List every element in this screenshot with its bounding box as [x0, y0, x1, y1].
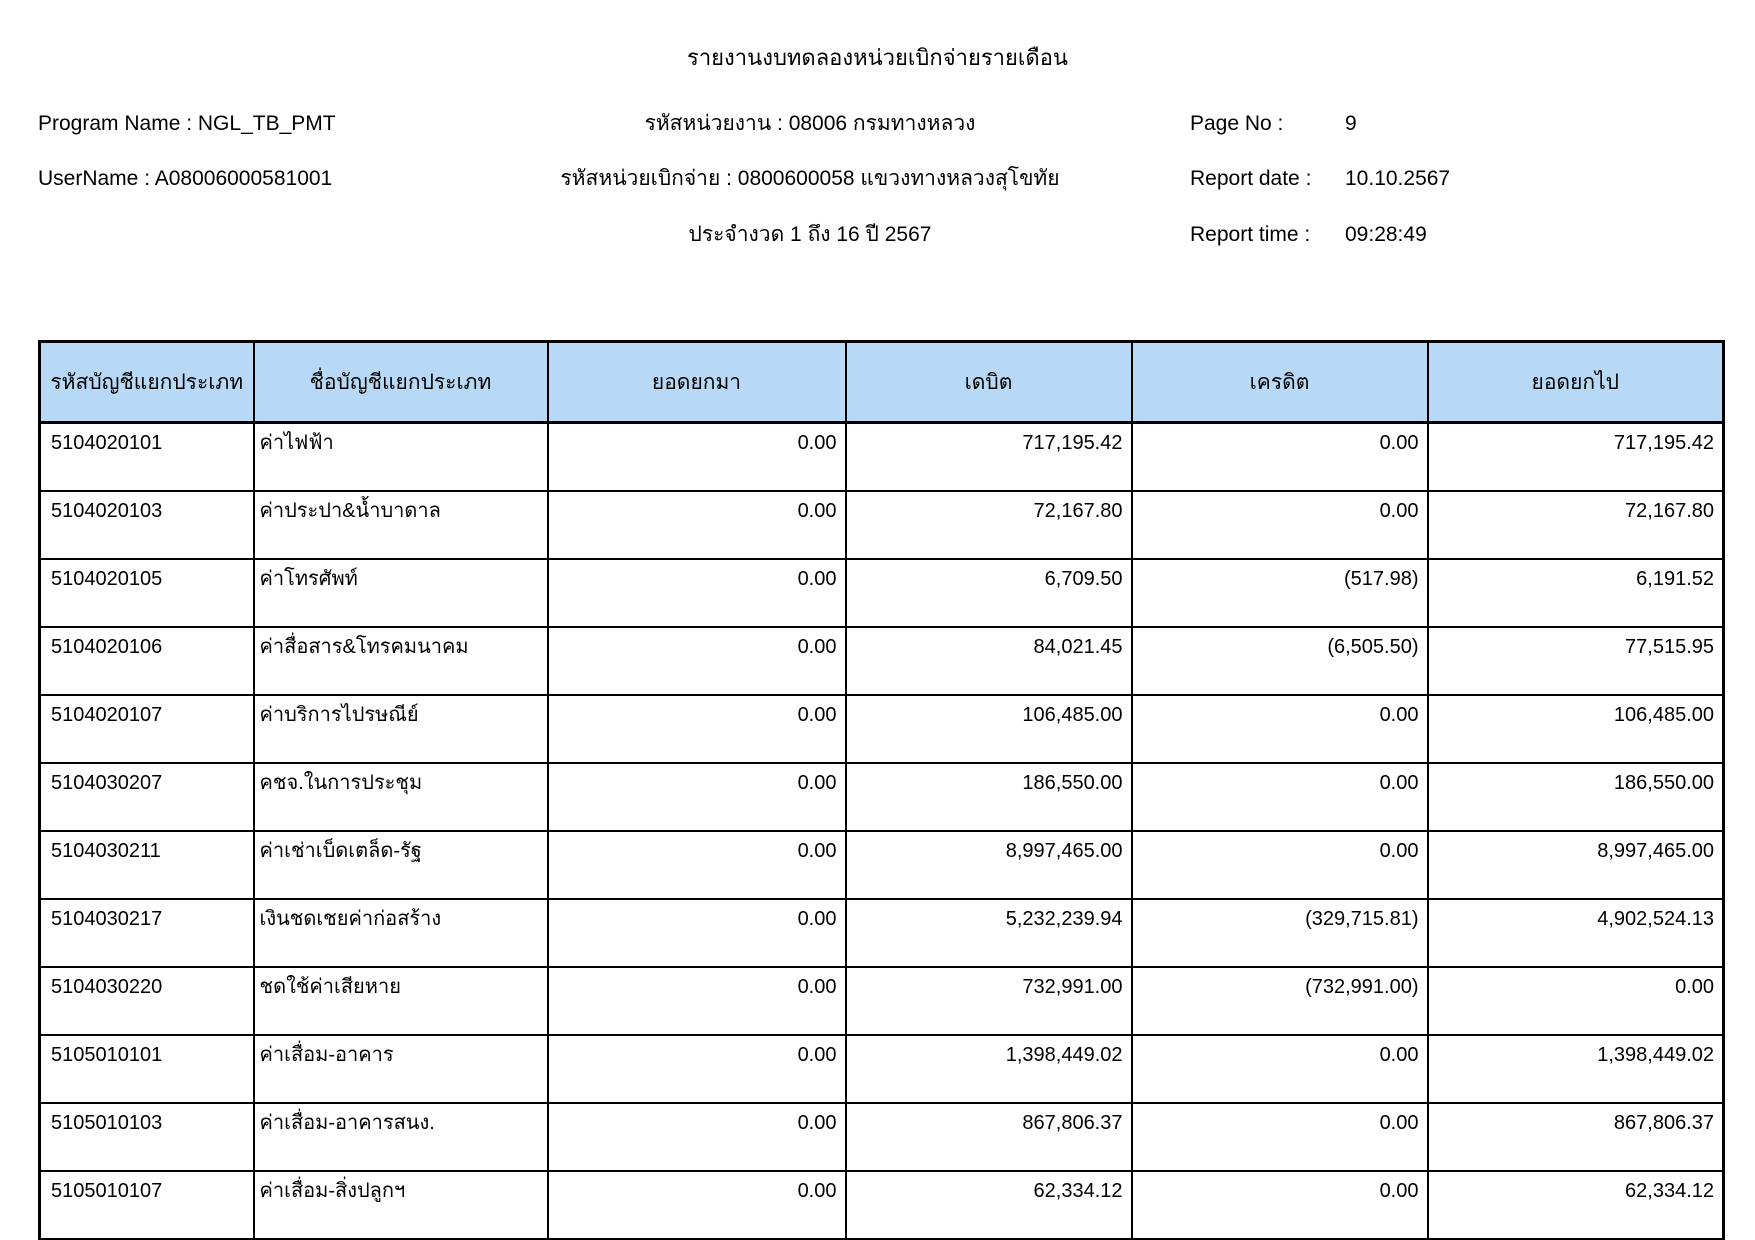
table-body [40, 423, 1724, 1240]
account-code-cell: 5104020103 [40, 491, 254, 559]
balance-brought-forward-cell: 0.00 [548, 967, 846, 1035]
credit-cell: (732,991.00) [1132, 967, 1428, 1035]
username-label: UserName : [38, 167, 151, 190]
debit-cell: 106,485.00 [846, 695, 1132, 763]
report-title: รายงานงบทดลองหน่วยเบิกจ่ายรายเดือน [687, 45, 1068, 70]
table-row [40, 1035, 1724, 1103]
table-row [40, 1171, 1724, 1240]
report-date-line [1190, 166, 1670, 192]
balance-carried-forward-cell: 867,806.37 [1428, 1103, 1724, 1171]
balance-carried-forward-cell: 6,191.52 [1428, 559, 1724, 627]
page-no-label: Page No : [1190, 112, 1284, 135]
account-code-cell: 5104020106 [40, 627, 254, 695]
account-name-cell: คชจ.ในการประชุม [254, 763, 548, 831]
debit-cell: 867,806.37 [846, 1103, 1132, 1171]
table-row [40, 627, 1724, 695]
debit-cell: 6,709.50 [846, 559, 1132, 627]
account-code-cell: 5104020101 [40, 423, 254, 492]
balance-brought-forward-cell: 0.00 [548, 1035, 846, 1103]
balance-brought-forward-cell: 0.00 [548, 491, 846, 559]
table-row [40, 831, 1724, 899]
balance-carried-forward-cell: 4,902,524.13 [1428, 899, 1724, 967]
account-name-cell: ค่าเสื่อม-สิ่งปลูกฯ [254, 1171, 548, 1240]
table-row [40, 967, 1724, 1035]
account-name-cell: ค่าประปา&น้ำบาดาล [254, 491, 548, 559]
debit-cell: 732,991.00 [846, 967, 1132, 1035]
balance-carried-forward-cell: 0.00 [1428, 967, 1724, 1035]
table-row [40, 491, 1724, 559]
account-code-cell: 5104030211 [40, 831, 254, 899]
debit-cell: 186,550.00 [846, 763, 1132, 831]
balance-brought-forward-cell: 0.00 [548, 559, 846, 627]
table-row [40, 423, 1724, 492]
account-code-cell: 5105010101 [40, 1035, 254, 1103]
column-header-credit: เครดิต [1132, 342, 1428, 423]
account-name-cell: ค่าสื่อสาร&โทรคมนาคม [254, 627, 548, 695]
account-name-cell: ค่าเช่าเบ็ดเตล็ด-รัฐ [254, 831, 548, 899]
credit-cell: 0.00 [1132, 695, 1428, 763]
credit-cell: (6,505.50) [1132, 627, 1428, 695]
table-row [40, 899, 1724, 967]
account-name-cell: ค่าเสื่อม-อาคาร [254, 1035, 548, 1103]
credit-cell: 0.00 [1132, 1171, 1428, 1240]
balance-carried-forward-cell: 186,550.00 [1428, 763, 1724, 831]
table-row [40, 695, 1724, 763]
credit-cell: 0.00 [1132, 491, 1428, 559]
disbursement-unit-line: รหัสหน่วยเบิกจ่าย : 0800600058 แขวงทางหลวงสุโขทัย [560, 167, 1060, 190]
balance-carried-forward-cell: 62,334.12 [1428, 1171, 1724, 1240]
account-name-cell: ค่าบริการไปรษณีย์ [254, 695, 548, 763]
username-value: A08006000581001 [154, 167, 333, 190]
account-name-cell: ชดใช้ค่าเสียหาย [254, 967, 548, 1035]
account-code-cell: 5104020105 [40, 559, 254, 627]
program-name-label: Program Name : [38, 112, 193, 135]
balance-carried-forward-cell: 717,195.42 [1428, 423, 1724, 492]
column-header-balance-carried-forward: ยอดยกไป [1428, 342, 1724, 423]
period-line: ประจำงวด 1 ถึง 16 ปี 2567 [688, 223, 932, 246]
debit-cell: 62,334.12 [846, 1171, 1132, 1240]
balance-brought-forward-cell: 0.00 [548, 695, 846, 763]
balance-brought-forward-cell: 0.00 [548, 1103, 846, 1171]
column-header-balance-brought-forward: ยอดยกมา [548, 342, 846, 423]
debit-cell: 72,167.80 [846, 491, 1132, 559]
report-time-line [1190, 222, 1670, 248]
account-code-cell: 5104020107 [40, 695, 254, 763]
credit-cell: 0.00 [1132, 1035, 1428, 1103]
report-time-value: 09:28:49 [1345, 223, 1427, 246]
column-header-debit: เดบิต [846, 342, 1132, 423]
balance-brought-forward-cell: 0.00 [548, 763, 846, 831]
table-row [40, 1103, 1724, 1171]
balance-carried-forward-cell: 106,485.00 [1428, 695, 1724, 763]
column-header-account-name: ชื่อบัญชีแยกประเภท [254, 342, 548, 423]
credit-cell: 0.00 [1132, 1103, 1428, 1171]
account-name-cell: ค่าโทรศัพท์ [254, 559, 548, 627]
report-date-label: Report date : [1190, 167, 1312, 190]
credit-cell: (517.98) [1132, 559, 1428, 627]
column-header-account-code: รหัสบัญชีแยกประเภท [40, 342, 254, 423]
page-no-line [1190, 111, 1670, 137]
account-code-cell: 5104030207 [40, 763, 254, 831]
account-code-cell: 5105010107 [40, 1171, 254, 1240]
account-code-cell: 5105010103 [40, 1103, 254, 1171]
debit-cell: 84,021.45 [846, 627, 1132, 695]
balance-carried-forward-cell: 8,997,465.00 [1428, 831, 1724, 899]
account-name-cell: ค่าเสื่อม-อาคารสนง. [254, 1103, 548, 1171]
balance-brought-forward-cell: 0.00 [548, 627, 846, 695]
debit-cell: 1,398,449.02 [846, 1035, 1132, 1103]
balance-brought-forward-cell: 0.00 [548, 1171, 846, 1240]
table-row [40, 559, 1724, 627]
trial-balance-table [38, 340, 1725, 1240]
credit-cell: (329,715.81) [1132, 899, 1428, 967]
account-code-cell: 5104030220 [40, 967, 254, 1035]
balance-brought-forward-cell: 0.00 [548, 423, 846, 492]
agency-code-line: รหัสหน่วยงาน : 08006 กรมทางหลวง [644, 112, 976, 135]
program-name-value: NGL_TB_PMT [197, 112, 336, 135]
table-header-row [40, 342, 1724, 423]
page-no-value: 9 [1345, 112, 1357, 135]
report-date-value: 10.10.2567 [1345, 167, 1451, 190]
report-time-label: Report time : [1190, 223, 1311, 246]
credit-cell: 0.00 [1132, 763, 1428, 831]
debit-cell: 5,232,239.94 [846, 899, 1132, 967]
debit-cell: 717,195.42 [846, 423, 1132, 492]
balance-brought-forward-cell: 0.00 [548, 899, 846, 967]
account-name-cell: เงินชดเชยค่าก่อสร้าง [254, 899, 548, 967]
balance-carried-forward-cell: 72,167.80 [1428, 491, 1724, 559]
account-code-cell: 5104030217 [40, 899, 254, 967]
credit-cell: 0.00 [1132, 831, 1428, 899]
balance-carried-forward-cell: 77,515.95 [1428, 627, 1724, 695]
account-name-cell: ค่าไฟฟ้า [254, 423, 548, 492]
balance-carried-forward-cell: 1,398,449.02 [1428, 1035, 1724, 1103]
balance-brought-forward-cell: 0.00 [548, 831, 846, 899]
credit-cell: 0.00 [1132, 423, 1428, 492]
table-row [40, 763, 1724, 831]
debit-cell: 8,997,465.00 [846, 831, 1132, 899]
